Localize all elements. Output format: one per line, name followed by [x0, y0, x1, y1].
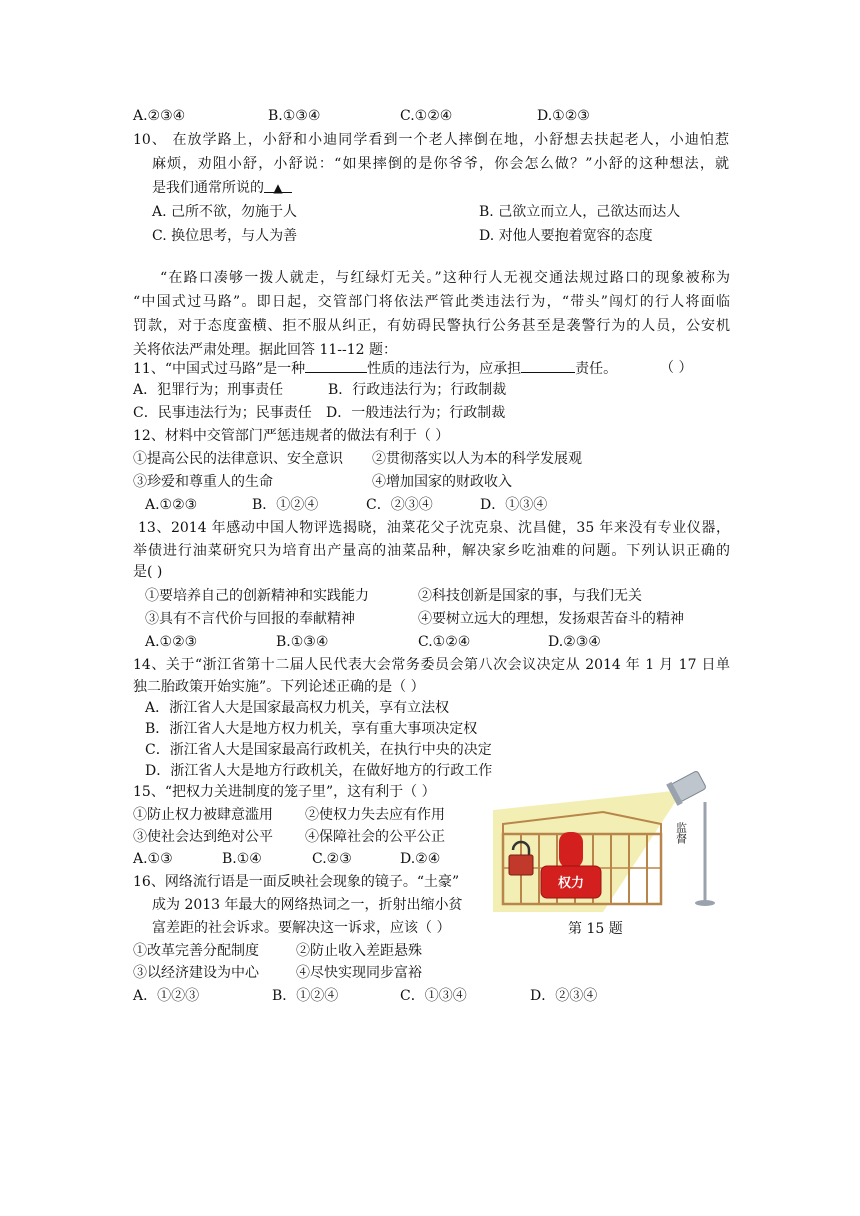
q14-option-c: C．浙江省人大是国家最高行政机关，在执行中央的决定: [145, 742, 492, 758]
q11-stem: [133, 358, 617, 379]
q16-option-b: B．①②④: [272, 988, 339, 1004]
q16-item-4: ④尽快实现同步富裕: [296, 965, 422, 981]
q12-option-c: C．②③④: [366, 497, 433, 513]
q10-option-a: A. 己所不欲，勿施于人: [152, 204, 298, 220]
q13-option-d: D.②③④: [548, 634, 601, 650]
q15-option-b: B.①④: [222, 851, 262, 867]
q11-option-d: D．一般违法行为；行政制裁: [326, 405, 506, 421]
q11-option-c: C．民事违法行为；民事责任: [133, 405, 312, 421]
q16-line1: 16、网络流行语是一面反映社会现象的镜子。“土豪”: [133, 874, 460, 890]
q16-line2: 成为 2013 年最大的网络热词之一，折射出缩小贫: [152, 897, 463, 913]
q14-option-b: B．浙江省人大是地方权力机关，享有重大事项决定权: [145, 721, 478, 737]
q11-blank-2: [521, 358, 575, 373]
q11-answer-paren: （ ）: [660, 360, 693, 376]
q13-option-a: A.①②③: [145, 634, 198, 650]
q11-text-a: 11、“中国式过马路”是一种: [133, 361, 306, 377]
figure-caption: 第 15 题: [568, 921, 623, 937]
q10-option-d: D. 对他人要抱着宽容的态度: [479, 228, 653, 244]
q9-option-c: C.①②④: [400, 108, 453, 124]
q16-line3: 富差距的社会诉求。要解决这一诉求，应该（ ）: [152, 920, 451, 936]
q9-option-d: D.①②③: [537, 108, 590, 124]
triangle-icon: ▲: [273, 181, 283, 195]
lamp-base: [695, 900, 715, 906]
q12-stem: 12、材料中交管部门严惩违规者的做法有利于（ ）: [133, 428, 450, 444]
q16-option-d: D．②③④: [530, 988, 598, 1004]
q11-blank-1: [305, 358, 367, 373]
q12-item-3: ③珍爱和尊重人的生命: [133, 474, 273, 490]
q10-option-b: B. 己欲立而立人，己欲达而达人: [479, 204, 681, 220]
q14-line1: 14、关于“浙江省第十二届人民代表大会常务委员会第八次会议决定从 2014 年 1 月 17 日单: [133, 657, 730, 673]
q13-line1: 13、2014 年感动中国人物评选揭晓，油菜花父子沈克泉、沈昌健，35 年来没有专业仪器，: [138, 520, 730, 536]
q15-item-4: ④保障社会的公平公正: [305, 829, 445, 845]
q15-item-1: ①防止权力被肆意滥用: [133, 807, 273, 823]
cage-illustration: [493, 762, 751, 912]
q13-line2: 举债进行油菜研究只为培育出产量高的油菜品种，解决家乡吃油难的问题。下列认识正确的: [133, 543, 730, 559]
q12-item-2: ②贯彻落实以人为本的科学发展观: [372, 451, 582, 467]
q10-answer-blank: [264, 178, 292, 193]
q12-option-a: A.①②③: [145, 497, 198, 513]
spotlight-label: 监督: [674, 822, 688, 844]
q15-option-d: D.②④: [400, 851, 441, 867]
q15-option-a: A.①③: [133, 851, 173, 867]
q16-option-a: A．①②③: [133, 988, 200, 1004]
q16-item-1: ①改革完善分配制度: [133, 943, 259, 959]
q9-option-b: B.①③④: [268, 108, 321, 124]
q9-option-a: A.②③④: [133, 108, 186, 124]
q11-option-b: B．行政违法行为；行政制裁: [328, 382, 507, 398]
q13-item-4: ④要树立远大的理想，发扬艰苦奋斗的精神: [418, 611, 684, 627]
q10-line3: [152, 178, 292, 198]
material-line2: “中国式过马路”。即日起，交管部门将依法严管此类违法行为，“带头”闯灯的行人将面临: [133, 294, 730, 310]
q14-option-a: A．浙江省人大是国家最高权力机关，享有立法权: [145, 700, 450, 716]
q15-item-3: ③使社会达到绝对公平: [133, 829, 273, 845]
q15-stem: 15、“把权力关进制度的笼子里”，这有利于（ ）: [133, 784, 436, 800]
q12-option-d: D．①③④: [480, 497, 548, 513]
q14-option-d: D．浙江省人大是地方行政机关，在做好地方的行政工作: [145, 763, 493, 779]
q15-item-2: ②使权力失去应有作用: [305, 807, 445, 823]
q10-line3-text: 是我们通常所说的: [152, 180, 264, 196]
q12-item-1: ①提高公民的法律意识、安全意识: [133, 451, 343, 467]
material-line3: 罚款，对于态度蛮横、拒不服从纠正，有妨碍民警执行公务甚至是袭警行为的人员，公安机: [133, 318, 730, 334]
q10-line2: 麻烦，劝阻小舒，小舒说：“如果摔倒的是你爷爷，你会怎么做？”小舒的这种想法，就: [152, 156, 729, 172]
q13-item-1: ①要培养自己的创新精神和实践能力: [145, 588, 369, 604]
q16-option-c: C．①③④: [400, 988, 467, 1004]
q14-line2: 独二胎政策开始实施”。下列论述正确的是（ ）: [133, 679, 425, 695]
q15-figure: [493, 762, 751, 912]
q12-item-4: ④增加国家的财政收入: [372, 474, 512, 490]
q13-item-3: ③具有不言代价与回报的奉献精神: [145, 611, 355, 627]
material-line4: 关将依法严肃处理。据此回答 11--12 题：: [133, 342, 397, 358]
stamp-label: 权力: [557, 876, 585, 891]
q13-option-c: C.①②④: [418, 634, 471, 650]
q15-option-c: C.②③: [312, 851, 352, 867]
q10-line1: 10、 在放学路上，小舒和小迪同学看到一个老人摔倒在地，小舒想去扶起老人，小迪怕惹: [133, 132, 729, 148]
q13-line3: 是( ): [133, 564, 163, 580]
q13-option-b: B.①③④: [276, 634, 329, 650]
q10-option-c: C. 换位思考，与人为善: [152, 228, 298, 244]
q11-text-b: 性质的违法行为，应承担: [367, 361, 522, 377]
q12-option-b: B．①②④: [252, 497, 319, 513]
q11-option-a: A．犯罪行为；刑事责任: [133, 382, 284, 398]
q11-text-c: 责任。: [575, 361, 618, 377]
material-line1: “在路口凑够一拨人就走，与红绿灯无关。”这种行人无视交通法规过路口的现象被称为: [160, 270, 730, 286]
q16-item-2: ②防止收入差距悬殊: [296, 943, 422, 959]
q13-item-2: ②科技创新是国家的事，与我们无关: [418, 588, 642, 604]
q16-item-3: ③以经济建设为中心: [133, 965, 259, 981]
